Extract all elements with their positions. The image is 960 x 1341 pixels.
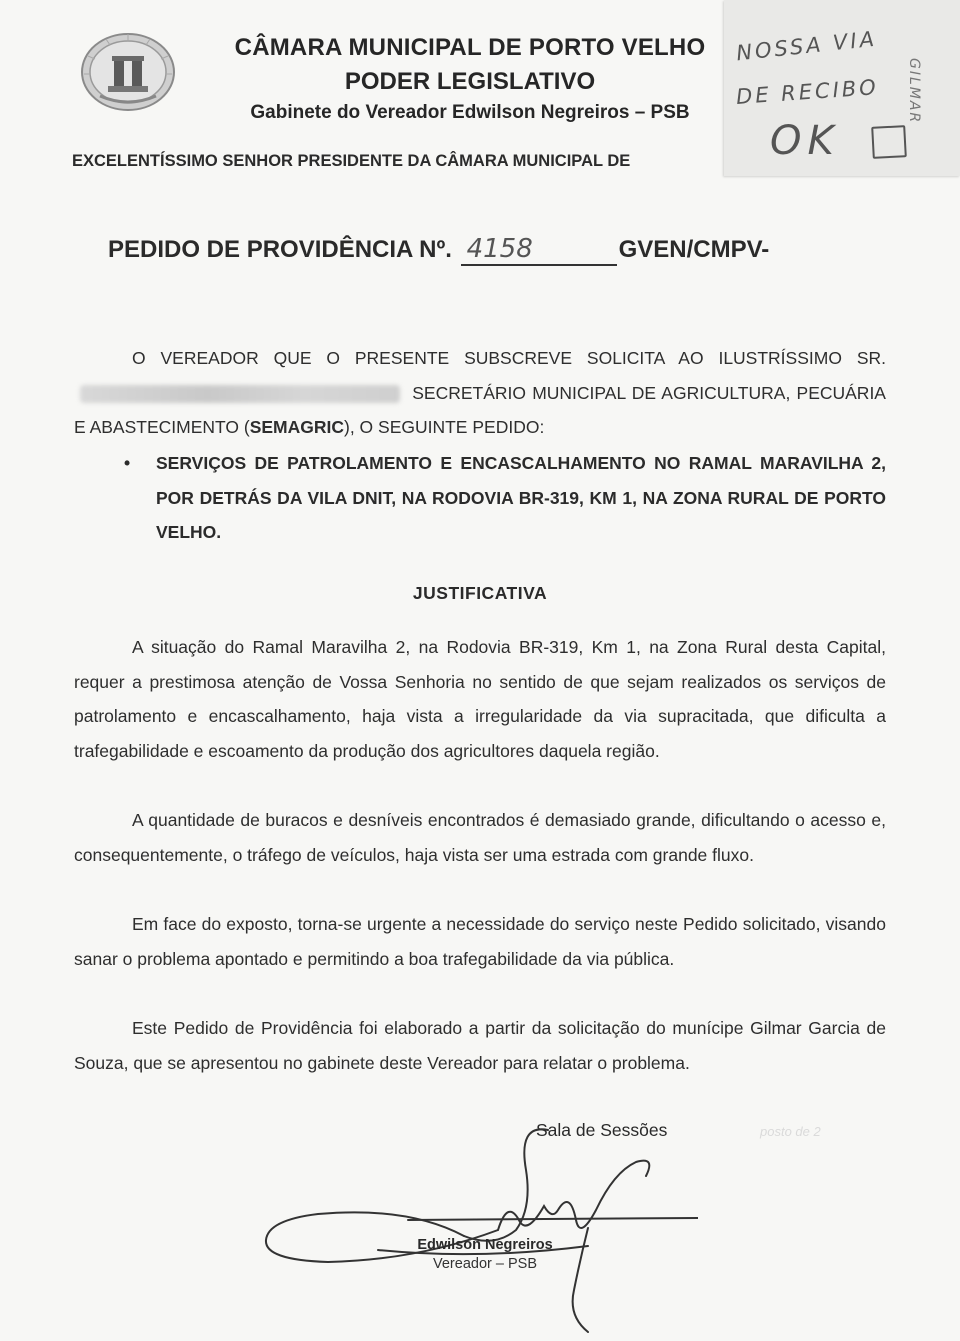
justification-heading: JUSTIFICATIVA (412, 583, 548, 603)
faint-bleedthrough-mark: posto de 2 (760, 1124, 821, 1139)
sticky-note-line1: NOSSA VIA (735, 26, 878, 66)
request-number: 4158 (461, 234, 617, 266)
handwritten-signature (258, 1110, 698, 1340)
intro-part2: SECRETÁRIO MUNICIPAL DE AGRICULTURA, PECUÁRIA E ABASTECIMENTO ( (74, 382, 886, 437)
signer-role: Vereador – PSB (433, 1256, 537, 1272)
sticky-note-ok: OK (770, 118, 840, 164)
request-item-text: SERVIÇOS DE PATROLAMENTO E ENCASCALHAMENTO NO RAMAL MARAVILHA 2, POR DETRÁS DA VILA DNIT, NA RODOVIA BR-319, KM 1, NA ZONA RURAL DE PORTO VELHO. (156, 453, 886, 542)
margin-handwritten-note: GILMAR (906, 58, 922, 125)
chamber-seal-image (78, 30, 178, 114)
sticky-note-checkbox (871, 125, 907, 159)
intro-agency: SEMAGRIC (249, 417, 344, 437)
justification-paragraph: Este Pedido de Providência foi elaborado a partir da solicitação do munícipe Gilmar Garcia de Souza, que se apresentou no gabinete deste Vereador para relatar o problema. (74, 1018, 886, 1073)
request-title (108, 234, 769, 266)
intro-part3: ), O SEGUINTE PEDIDO: (344, 417, 545, 437)
header-branch: PODER LEGISLATIVO (344, 68, 596, 95)
bullet-icon: • (124, 453, 131, 473)
sticky-note (724, 0, 960, 176)
request-title-suffix: GVEN/CMPV- (618, 236, 770, 263)
redacted-name-block (80, 385, 400, 403)
sticky-note-line2: DE RECIBO (735, 75, 880, 109)
justification-paragraph: Em face do exposto, torna-se urgente a necessidade do serviço neste Pedido solicitado, visando sanar o problema apontado e permitindo a boa trafegabilidade da via pública. (74, 914, 886, 969)
justification-paragraph: A quantidade de buracos e desníveis encontrados é demasiado grande, dificultando o acesso e, consequentemente, o tráfego de veículos, haja vista ser uma estrada com grande fluxo. (74, 810, 886, 865)
request-title-prefix: PEDIDO DE PROVIDÊNCIA Nº. (108, 236, 452, 263)
session-room-label: Sala de Sessões (536, 1120, 668, 1140)
signer-name: Edwilson Negreiros (417, 1237, 553, 1253)
header-chamber-name: CÂMARA MUNICIPAL DE PORTO VELHO (234, 34, 706, 61)
request-item (124, 446, 886, 550)
intro-part1: O VEREADOR QUE O PRESENTE SUBSCREVE SOLICITA AO ILUSTRÍSSIMO SR. (132, 348, 886, 368)
addressee-line: EXCELENTÍSSIMO SENHOR PRESIDENTE DA CÂMARA MUNICIPAL DE (72, 152, 631, 170)
justification-paragraph: A situação do Ramal Maravilha 2, na Rodovia BR-319, Km 1, na Zona Rural desta Capital, requer a prestimosa atenção de Vossa Senhoria no sentido de que sejam realizados os serviços de patrolamento e encascalhamento, haja vista a irregularidade da via supracitada, que dificulta a trafegabilidade e escoamento da produção dos agricultores daquela região. (74, 637, 886, 761)
intro-paragraph (74, 341, 886, 445)
header-office: Gabinete do Vereador Edwilson Negreiros – PSB (250, 102, 690, 123)
